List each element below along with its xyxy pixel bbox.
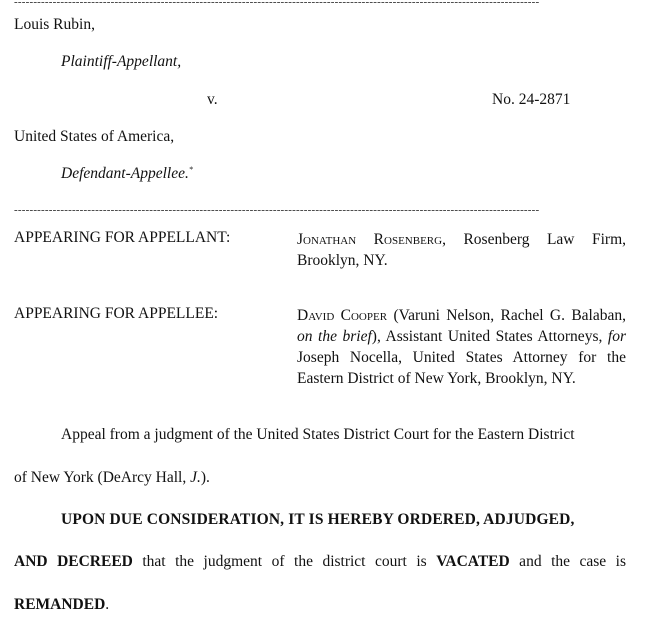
appellant-label: APPEARING FOR APPELLANT:: [14, 229, 231, 246]
appellee-rest: Joseph Nocella, United States Attorney for the Eastern District of New York, Brooklyn, NY.: [297, 349, 626, 387]
versus: v.: [207, 91, 218, 108]
plaintiff-role: Plaintiff-Appellant,: [61, 53, 182, 70]
defendant-role-text: Defendant-Appellee.: [61, 165, 189, 183]
order-period: .: [105, 596, 110, 613]
appellee-counsel: [297, 305, 626, 389]
defendant-name: United States of America,: [14, 128, 175, 145]
case-number: No. 24-2871: [492, 91, 571, 108]
footnote-mark: *: [188, 165, 193, 174]
appeal-line-1: Appeal from a judgment of the United States District Court for the Eastern District: [61, 426, 575, 443]
appellant-counsel: [297, 229, 626, 271]
top-divider: ----------------------------------------------------------------------------------------------------------------------------------------: [14, 0, 540, 8]
order-line-3: [14, 596, 109, 614]
order-end: and the case is: [509, 553, 627, 570]
appellant-attorney-name: Jonathan Rosenberg: [297, 231, 443, 248]
appellee-label: APPEARING FOR APPELLEE:: [14, 305, 219, 322]
bottom-divider: ----------------------------------------------------------------------------------------------------------------------------------------: [14, 204, 540, 216]
order-line-1: UPON DUE CONSIDERATION, IT IS HEREBY ORDERED, ADJUDGED,: [61, 511, 575, 528]
plaintiff-name: Louis Rubin,: [14, 16, 95, 33]
vacated-text: VACATED: [436, 553, 510, 570]
order-line-2: [14, 553, 626, 571]
appellee-for: for: [607, 328, 626, 345]
appellee-on-brief: on the brief: [297, 328, 372, 345]
appellee-attorney-name: David Cooper: [297, 307, 388, 324]
appeal-line-2-end: ).: [200, 469, 210, 486]
appeal-line-2-start: of New York (DeArcy Hall,: [14, 469, 191, 486]
decreed-text: AND DECREED: [14, 553, 133, 570]
judge-abbrev: J.: [190, 469, 201, 486]
defendant-role: [61, 165, 193, 183]
appellee-paren-close: ), Assistant United States Attorneys,: [371, 328, 608, 345]
appeal-line-2: [14, 469, 210, 487]
appellant-firm: , Rosenberg Law Firm, Brooklyn, NY.: [297, 231, 626, 269]
appellee-paren-open: (Varuni Nelson, Rachel G. Balaban,: [387, 307, 626, 324]
order-middle: that the judgment of the district court is: [132, 553, 437, 570]
remanded-text: REMANDED: [14, 596, 106, 613]
